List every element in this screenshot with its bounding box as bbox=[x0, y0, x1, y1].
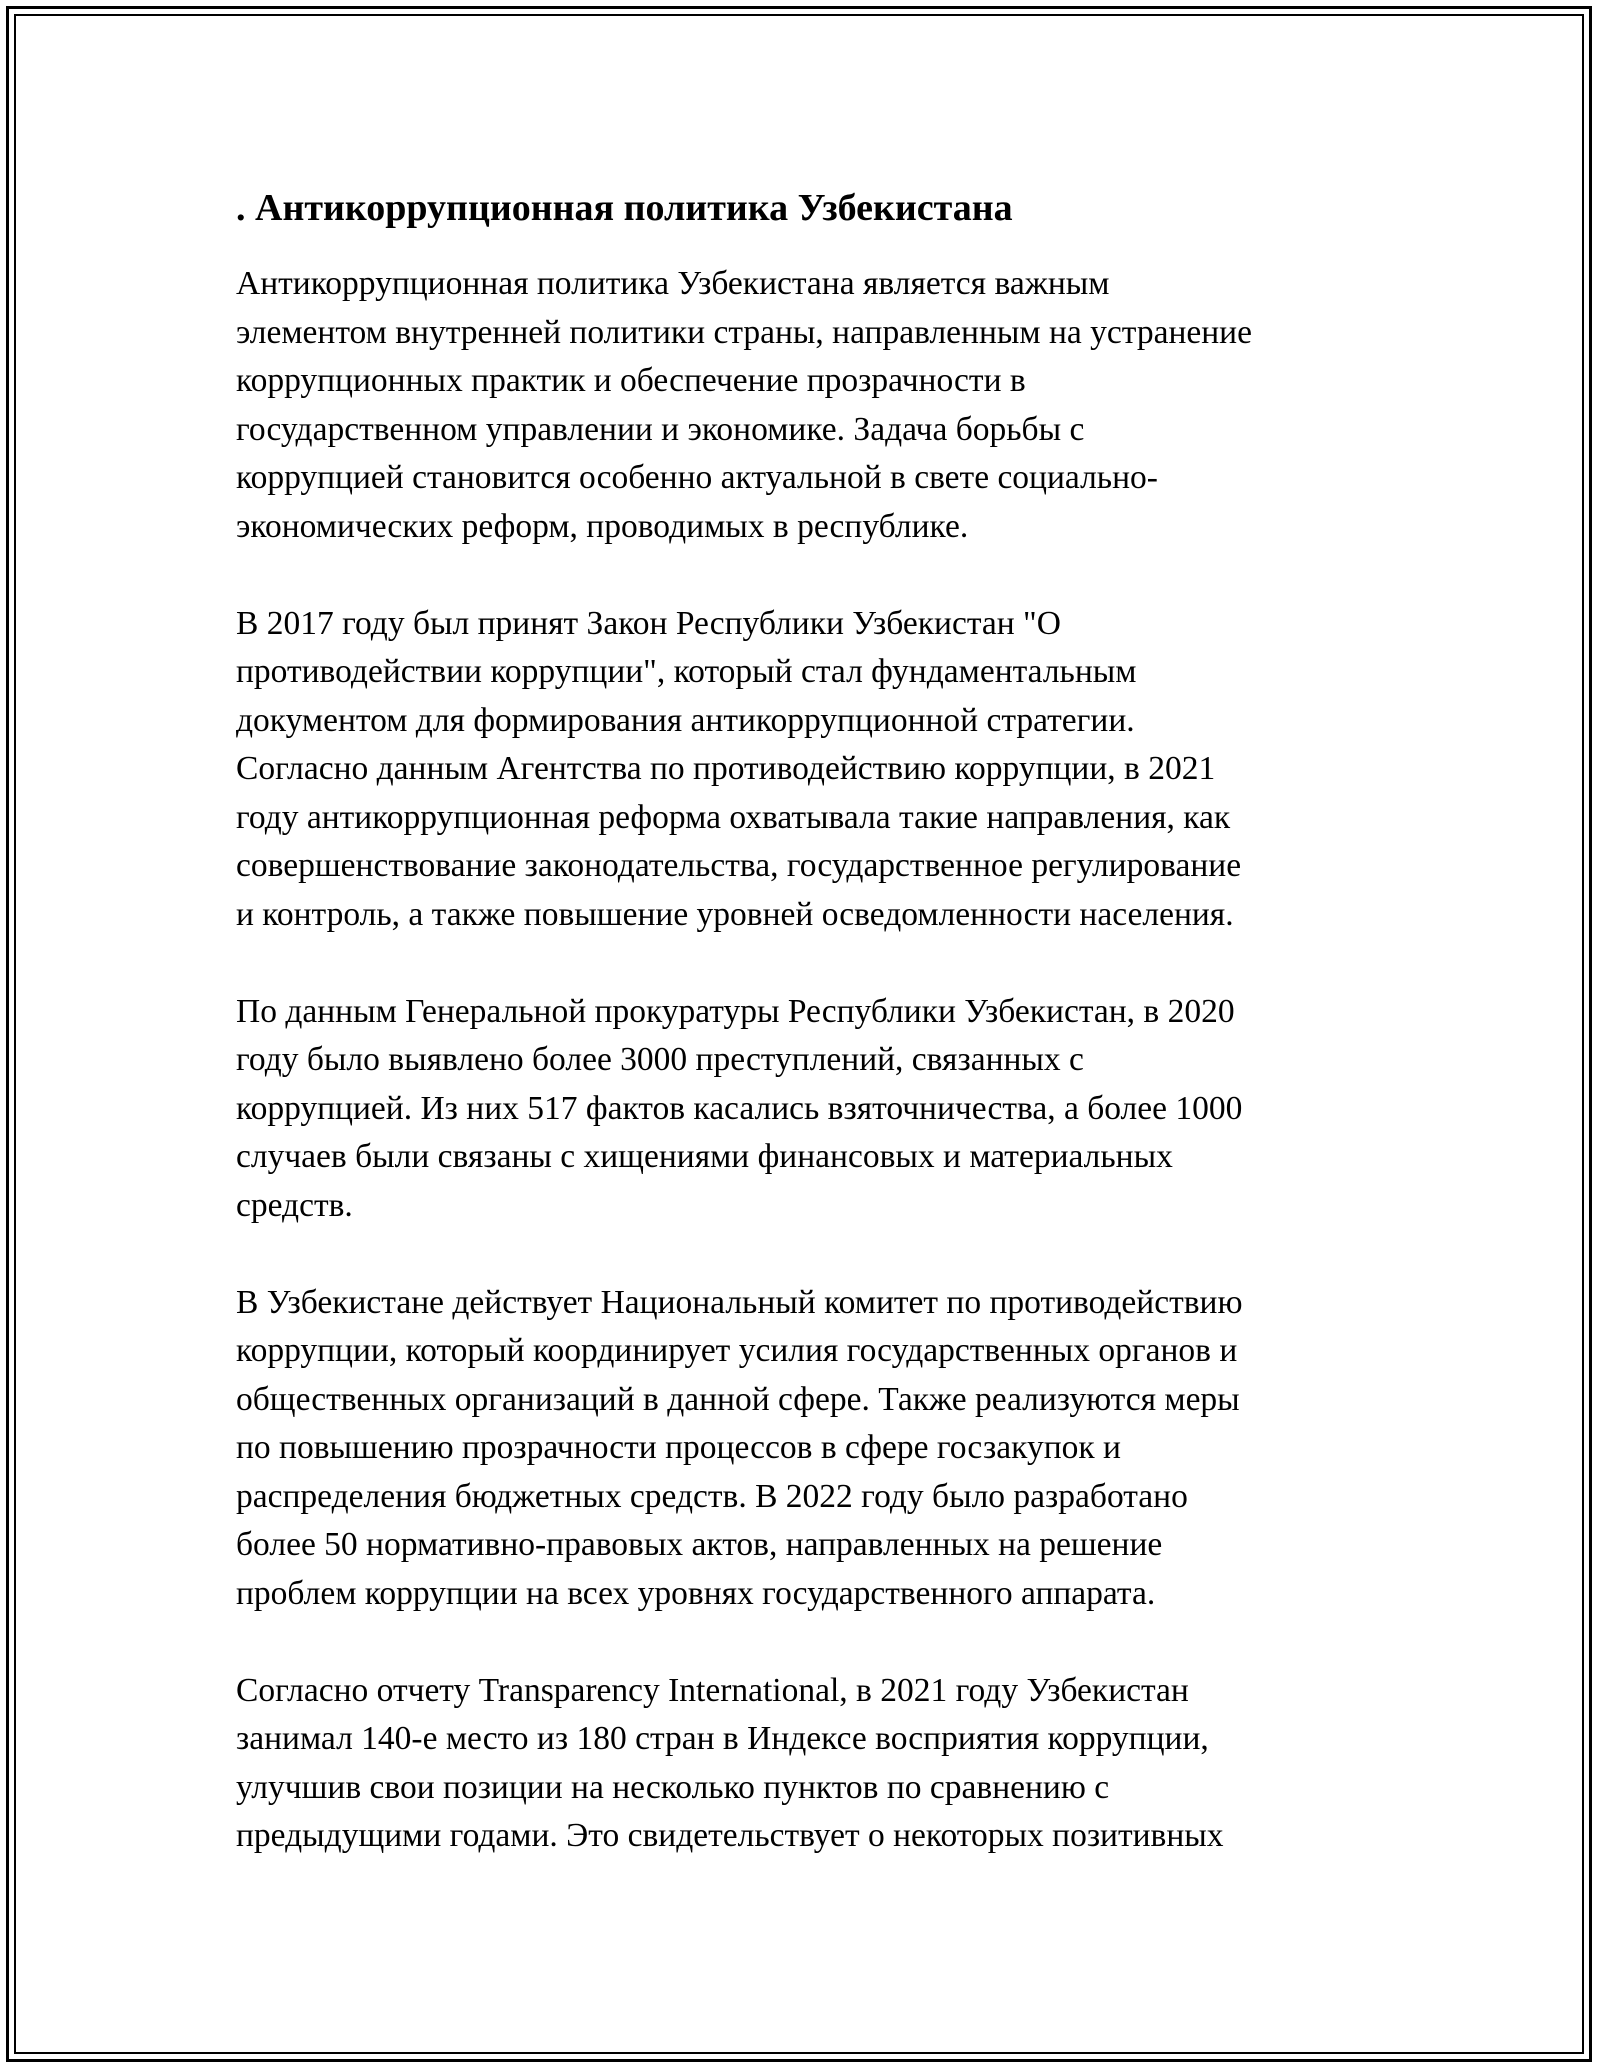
paragraph-intro: Антикоррупционная политика Узбекистана является важным элементом внутренней политики страны, направленным на устранение коррупционных практик и обеспечение прозрачности в государственном управлении и экономике. Задача борьбы с коррупцией становится особенно актуальной в свете социально- экономических реформ, проводимых в республике. bbox=[236, 265, 1252, 545]
paragraph-law-2017: В 2017 году был принят Закон Республики Узбекистан "О противодействии коррупции", который стал фундаментальным документом для формирования антикоррупционной стратегии. Согласно данным Агентства по противодействию коррупции, в 2021 году антикоррупционная реформа охватывала такие направления, как совершенствование законодательства, государственное регулирование и контроль, а также повышение уровней осведомленности населения. bbox=[236, 604, 1242, 933]
document-title: . Антикоррупционная политика Узбекистана bbox=[236, 187, 1013, 229]
paragraph-national-committee: В Узбекистане действует Национальный комитет по противодействию коррупции, который координирует усилия государственных органов и общественных организаций в данной сфере. Также реализуются меры по повышению прозрачности процессов в сфере госзакупок и распределения бюджетных средств. В 2022 году было разработано более 50 нормативно-правовых актов, направленных на решение проблем коррупции на всех уровнях государственного аппарата. bbox=[236, 1283, 1243, 1612]
paragraph-prosecutor-data: По данным Генеральной прокуратуры Республики Узбекистан, в 2020 году было выявлено более 3000 преступлений, связанных с коррупцией. Из них 517 фактов касались взяточничества, а более 1000 случаев были связаны с хищениями финансовых и материальных средств. bbox=[236, 992, 1243, 1224]
document-body bbox=[236, 184, 1376, 1909]
paragraph-transparency-index: Согласно отчету Transparency International, в 2021 году Узбекистан занимал 140-е место из 180 стран в Индексе восприятия коррупции, улучшив свои позиции на несколько пунктов по сравнению с предыдущими годами. Это свидетельствует о некоторых позитивных bbox=[236, 1671, 1224, 1854]
